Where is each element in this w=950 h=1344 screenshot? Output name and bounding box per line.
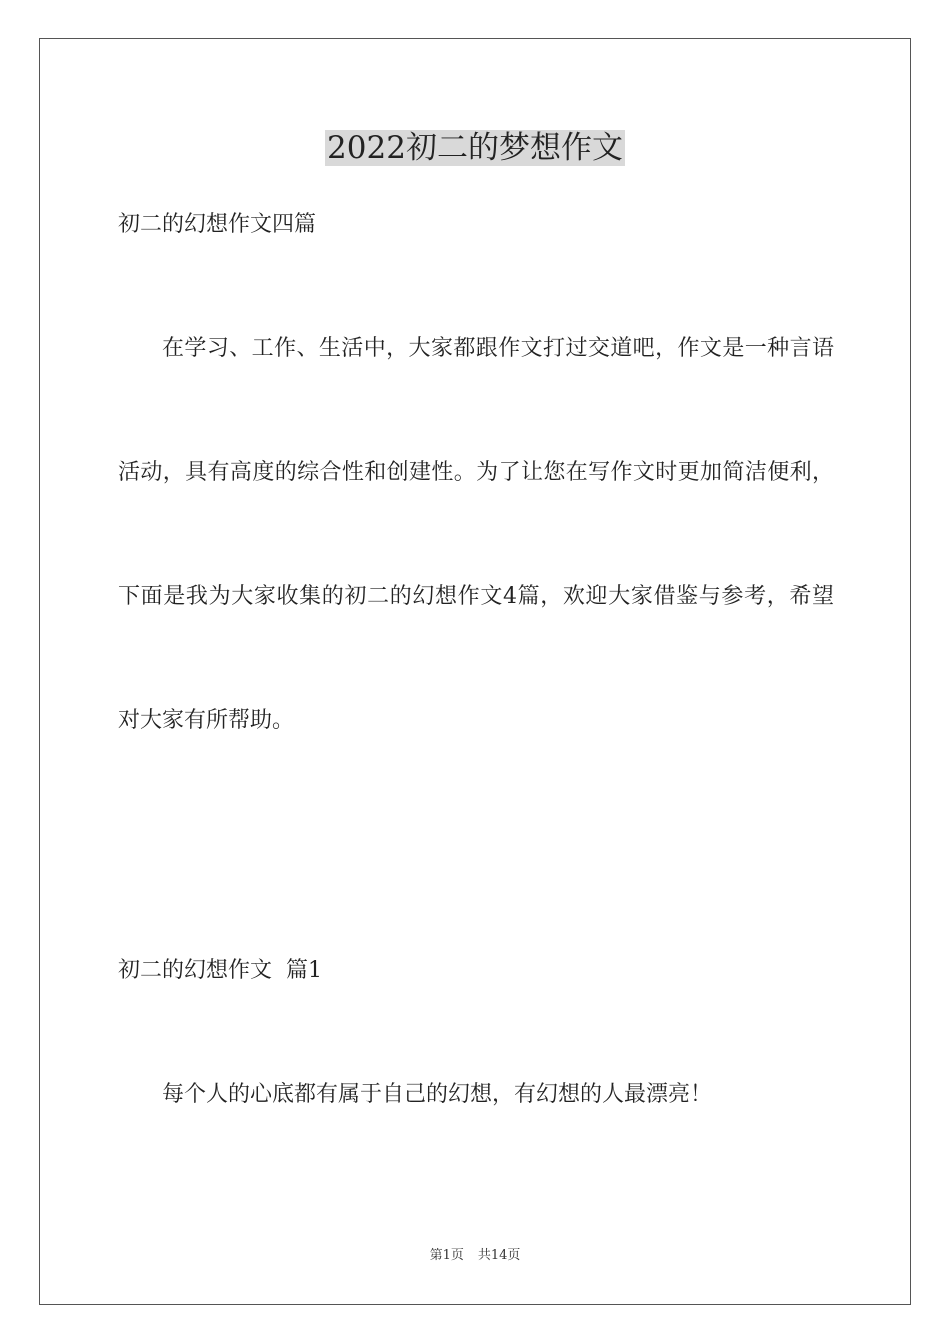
intro-paragraph: 在学习、工作、生活中，大家都跟作文打过交道吧，作文是一种言语活动，具有高度的综合性和创建性。为了让您在写作文时更加简洁便利，下面是我为大家收集的初二的幻想作文4篇，欢迎大家借鉴与参考，希望对大家有所帮助。 <box>118 336 834 733</box>
document-title <box>0 128 950 168</box>
page-number: 第1页 <box>429 1248 464 1263</box>
page-footer <box>0 1247 950 1265</box>
document-subtitle: 初二的幻想作文四篇 <box>118 212 317 237</box>
section-heading: 初二的幻想作文 篇1 <box>118 958 322 983</box>
document-title-text: 2022初二的梦想作文 <box>327 130 623 166</box>
section-paragraph: 每个人的心底都有属于自己的幻想，有幻想的人最漂亮！ <box>162 1082 713 1107</box>
page-total: 共14页 <box>477 1248 521 1263</box>
